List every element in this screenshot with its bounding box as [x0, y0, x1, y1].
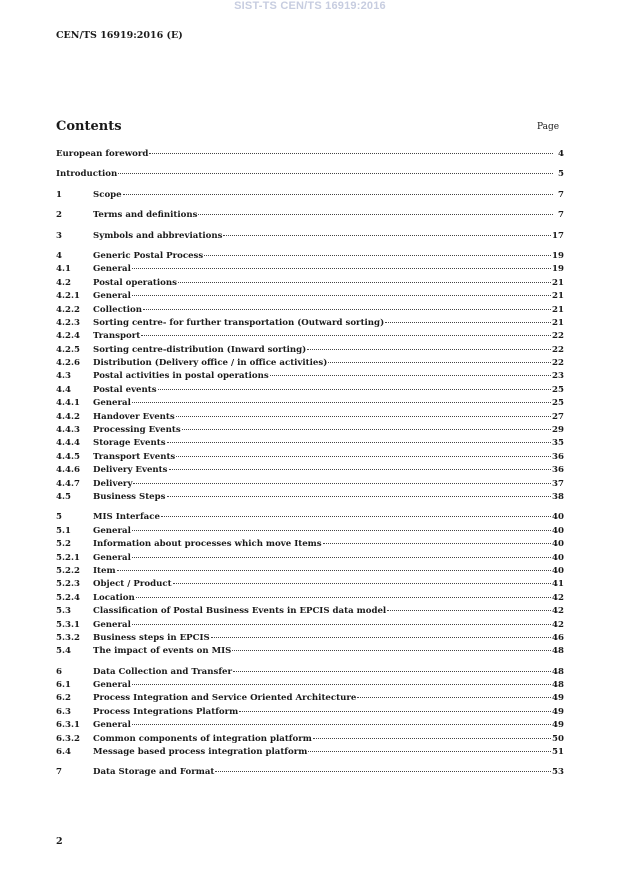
- document-id: CEN/TS 16919:2016 (E): [56, 30, 183, 41]
- toc-entry[interactable]: [56, 411, 564, 424]
- toc-entry-page: 40: [552, 552, 564, 563]
- toc-entry-page: 7: [558, 189, 564, 200]
- toc-entry-title: Common components of integration platform: [93, 733, 312, 744]
- toc-entry-title: Process Integrations Platform: [93, 706, 239, 717]
- toc-entry-page: 49: [552, 706, 564, 717]
- toc-dot-leader: [211, 637, 551, 638]
- toc-entry-number: 4.4.5: [56, 451, 80, 462]
- toc-entry-page: 48: [552, 680, 564, 691]
- toc-entry-number: 4.4.1: [56, 398, 80, 409]
- toc-entry-number: 5.4: [56, 646, 71, 657]
- toc-entry-title: The impact of events on MIS: [93, 646, 232, 657]
- toc-dot-leader: [182, 429, 551, 430]
- toc-entry[interactable]: [56, 538, 564, 551]
- toc-dot-leader: [169, 469, 552, 470]
- toc-entry-number: 4.2.3: [56, 317, 80, 328]
- toc-dot-leader: [132, 402, 551, 403]
- toc-entry-title: Postal operations: [93, 277, 177, 288]
- toc-entry-page: 42: [552, 619, 564, 630]
- toc-entry-number: 6.3.2: [56, 733, 80, 744]
- toc-entry-page: 21: [552, 304, 564, 315]
- toc-entry-page: 19: [552, 250, 564, 261]
- toc-entry-page: 21: [552, 317, 564, 328]
- toc-entry[interactable]: [56, 552, 564, 565]
- toc-entry-number: 4.2: [56, 277, 71, 288]
- toc-entry[interactable]: [56, 746, 564, 759]
- toc-entry-page: 4: [558, 149, 564, 159]
- toc-entry-page: 22: [552, 331, 564, 342]
- toc-entry-title: General: [93, 291, 131, 302]
- toc-entry-page: 25: [552, 384, 564, 395]
- toc-entry-title: MIS Interface: [93, 512, 160, 523]
- toc-entry-title: Data Storage and Format: [93, 767, 215, 778]
- toc-entry-number: 4.4.4: [56, 438, 80, 449]
- toc-entry[interactable]: [56, 605, 564, 618]
- toc-entry-page: 17: [552, 230, 564, 241]
- toc-entry-page: 22: [552, 344, 564, 355]
- toc-entry-title: Item: [93, 565, 116, 576]
- toc-entry-page: 19: [552, 264, 564, 275]
- toc-entry[interactable]: [56, 189, 564, 202]
- toc-entry-title: Information about processes which move Items: [93, 539, 322, 550]
- toc-dot-leader: [117, 570, 551, 571]
- toc-entry[interactable]: [56, 619, 564, 632]
- toc-entry-title: General: [93, 720, 131, 731]
- toc-entry[interactable]: [56, 511, 564, 524]
- toc-entry[interactable]: [56, 168, 564, 181]
- toc-entry[interactable]: [56, 491, 564, 504]
- toc-entry-page: 49: [552, 693, 564, 704]
- toc-entry-title: General: [93, 619, 131, 630]
- toc-entry[interactable]: [56, 330, 564, 343]
- toc-dot-leader: [198, 214, 553, 215]
- toc-dot-leader: [143, 309, 551, 310]
- toc-entry-number: 4.5: [56, 491, 71, 502]
- toc-dot-leader: [387, 610, 551, 611]
- toc-entry-number: 2: [56, 210, 62, 221]
- toc-entry-number: 5.2.4: [56, 592, 80, 603]
- toc-entry-page: 37: [552, 478, 564, 489]
- toc-dot-leader: [239, 711, 551, 712]
- toc-entry[interactable]: [56, 209, 564, 222]
- toc-dot-leader: [132, 624, 551, 625]
- toc-entry[interactable]: [56, 592, 564, 605]
- toc-dot-leader: [232, 650, 551, 651]
- toc-entry[interactable]: [56, 397, 564, 410]
- toc-dot-leader: [132, 557, 551, 558]
- toc-entry-number: 6.3: [56, 706, 71, 717]
- toc-dot-leader: [136, 597, 551, 598]
- toc-entry[interactable]: [56, 344, 564, 357]
- toc-entry-number: 4.3: [56, 371, 71, 382]
- toc-entry-title: Symbols and abbreviations: [93, 230, 223, 241]
- toc-entry-page: 40: [552, 525, 564, 536]
- toc-entry-title: General: [93, 264, 131, 275]
- toc-dot-leader: [308, 751, 551, 752]
- toc-entry[interactable]: [56, 290, 564, 303]
- page-column-label: Page: [537, 122, 560, 132]
- toc-entry-number: 4.4.3: [56, 425, 80, 436]
- toc-entry[interactable]: [56, 766, 564, 779]
- toc-dot-leader: [323, 543, 551, 544]
- toc-entry-number: 5.2.2: [56, 565, 80, 576]
- toc-entry-title: Transport: [93, 331, 141, 342]
- toc-dot-leader: [223, 235, 551, 236]
- toc-dot-leader: [158, 389, 551, 390]
- toc-entry-number: 7: [56, 767, 62, 778]
- toc-entry-page: 22: [552, 358, 564, 369]
- toc-entry-title: Message based process integration platform: [93, 747, 308, 758]
- toc-dot-leader: [132, 295, 551, 296]
- toc-entry-page: 42: [552, 606, 564, 617]
- toc-entry[interactable]: [56, 565, 564, 578]
- toc-entry-number: 4.4.7: [56, 478, 80, 489]
- toc-entry[interactable]: [56, 719, 564, 732]
- toc-entry-title: Sorting centre- for further transportation (Outward sorting): [93, 317, 385, 328]
- toc-entry-title: Terms and definitions: [93, 210, 198, 221]
- toc-entry-number: 4.2.6: [56, 358, 80, 369]
- toc-entry-page: 38: [552, 491, 564, 502]
- toc-dot-leader: [307, 349, 551, 350]
- toc-entry-number: 5.2: [56, 539, 71, 550]
- toc-entry[interactable]: [56, 437, 564, 450]
- table-of-contents: [56, 148, 564, 780]
- toc-entry-page: 46: [552, 632, 564, 643]
- toc-dot-leader: [132, 530, 551, 531]
- toc-entry-page: 40: [552, 539, 564, 550]
- toc-entry-title: Delivery: [93, 478, 133, 489]
- toc-entry-number: 4.4: [56, 384, 71, 395]
- toc-dot-leader: [357, 697, 551, 698]
- toc-entry[interactable]: [56, 317, 564, 330]
- toc-entry[interactable]: [56, 645, 564, 658]
- toc-entry-page: 42: [552, 592, 564, 603]
- toc-entry-title: General: [93, 525, 131, 536]
- toc-entry-page: 27: [552, 411, 564, 422]
- toc-entry[interactable]: [56, 706, 564, 719]
- watermark: SIST-TS CEN/TS 16919:2016: [234, 0, 386, 12]
- toc-entry-title: Introduction: [56, 169, 118, 180]
- toc-entry-number: 4.1: [56, 264, 71, 275]
- toc-entry-title: Object / Product: [93, 579, 172, 590]
- toc-entry-page: 40: [552, 565, 564, 576]
- toc-dot-leader: [123, 194, 553, 195]
- toc-dot-leader: [132, 268, 551, 269]
- toc-entry-page: 7: [558, 210, 564, 221]
- toc-entry-number: 5: [56, 512, 62, 523]
- page-number: 2: [56, 836, 63, 847]
- toc-dot-leader: [118, 173, 553, 174]
- toc-entry-number: 6: [56, 666, 62, 677]
- toc-dot-leader: [173, 583, 551, 584]
- toc-entry[interactable]: [56, 578, 564, 591]
- toc-entry-title: Business steps in EPCIS: [93, 632, 210, 643]
- toc-entry-title: General: [93, 680, 131, 691]
- toc-entry[interactable]: [56, 384, 564, 397]
- toc-dot-leader: [204, 255, 551, 256]
- toc-entry-page: 48: [552, 646, 564, 657]
- toc-entry[interactable]: [56, 478, 564, 491]
- toc-entry-title: Processing Events: [93, 425, 181, 436]
- toc-entry-title: Transport Events: [93, 451, 176, 462]
- toc-entry-number: 4.2.5: [56, 344, 80, 355]
- toc-dot-leader: [141, 335, 551, 336]
- contents-heading: Contents: [56, 119, 122, 134]
- toc-dot-leader: [149, 153, 553, 154]
- toc-entry-title: Process Integration and Service Oriented Architecture: [93, 693, 357, 704]
- toc-entry-title: European foreword: [56, 149, 149, 159]
- toc-entry[interactable]: [56, 263, 564, 276]
- toc-entry-number: 6.3.1: [56, 720, 80, 731]
- toc-entry[interactable]: [56, 451, 564, 464]
- toc-entry-number: 4.2.1: [56, 291, 80, 302]
- toc-entry-number: 6.2: [56, 693, 71, 704]
- toc-entry-number: 6.1: [56, 680, 71, 691]
- toc-dot-leader: [161, 516, 551, 517]
- toc-entry-title: Business Steps: [93, 491, 166, 502]
- toc-entry-title: Postal events: [93, 384, 157, 395]
- toc-entry-page: 23: [552, 371, 564, 382]
- toc-dot-leader: [313, 738, 551, 739]
- toc-entry[interactable]: [56, 370, 564, 383]
- toc-entry-title: Scope: [93, 189, 122, 200]
- toc-entry-title: Classification of Postal Business Events in EPCIS data model: [93, 606, 387, 617]
- toc-entry[interactable]: [56, 304, 564, 317]
- toc-dot-leader: [176, 416, 551, 417]
- toc-entry[interactable]: [56, 424, 564, 437]
- toc-entry-number: 3: [56, 230, 62, 241]
- toc-entry[interactable]: [56, 148, 564, 161]
- toc-entry-number: 4.2.2: [56, 304, 80, 315]
- toc-entry-page: 36: [552, 451, 564, 462]
- toc-entry-title: General: [93, 398, 131, 409]
- toc-entry-title: Sorting centre-distribution (Inward sorting): [93, 344, 307, 355]
- toc-entry[interactable]: [56, 666, 564, 679]
- toc-entry-page: 41: [552, 579, 564, 590]
- toc-entry-title: Distribution (Delivery office / in office activities): [93, 358, 328, 369]
- toc-entry-number: 5.2.3: [56, 579, 80, 590]
- toc-entry-number: 4.2.4: [56, 331, 80, 342]
- toc-dot-leader: [167, 496, 552, 497]
- toc-entry-title: Generic Postal Process: [93, 250, 204, 261]
- toc-entry-page: 50: [552, 733, 564, 744]
- toc-entry-number: 4.4.6: [56, 465, 80, 476]
- toc-dot-leader: [328, 362, 551, 363]
- toc-entry-title: Data Collection and Transfer: [93, 666, 233, 677]
- toc-entry-number: 1: [56, 189, 62, 200]
- toc-dot-leader: [167, 442, 551, 443]
- toc-entry-title: Postal activities in postal operations: [93, 371, 269, 382]
- toc-dot-leader: [270, 375, 551, 376]
- toc-entry[interactable]: [56, 464, 564, 477]
- toc-entry-page: 21: [552, 277, 564, 288]
- toc-entry-page: 51: [552, 747, 564, 758]
- toc-entry-page: 53: [552, 767, 564, 778]
- toc-entry-page: 36: [552, 465, 564, 476]
- toc-entry[interactable]: [56, 250, 564, 263]
- toc-dot-leader: [132, 684, 551, 685]
- toc-entry[interactable]: [56, 733, 564, 746]
- toc-entry-page: 49: [552, 720, 564, 731]
- toc-entry-number: 4.4.2: [56, 411, 80, 422]
- toc-entry-page: 40: [552, 512, 564, 523]
- toc-entry[interactable]: [56, 357, 564, 370]
- toc-entry-page: 48: [552, 666, 564, 677]
- toc-entry[interactable]: [56, 632, 564, 645]
- toc-dot-leader: [132, 724, 551, 725]
- toc-entry-title: Location: [93, 592, 135, 603]
- toc-entry[interactable]: [56, 230, 564, 243]
- toc-entry[interactable]: [56, 692, 564, 705]
- toc-entry-title: Storage Events: [93, 438, 166, 449]
- toc-entry-page: 35: [552, 438, 564, 449]
- toc-entry-page: 25: [552, 398, 564, 409]
- toc-dot-leader: [178, 282, 551, 283]
- toc-entry-title: Delivery Events: [93, 465, 168, 476]
- toc-entry-number: 6.4: [56, 747, 71, 758]
- toc-entry-title: Handover Events: [93, 411, 175, 422]
- toc-entry[interactable]: [56, 679, 564, 692]
- toc-entry-number: 4: [56, 250, 62, 261]
- toc-entry[interactable]: [56, 277, 564, 290]
- toc-entry-title: General: [93, 552, 131, 563]
- toc-dot-leader: [215, 771, 551, 772]
- toc-entry-title: Collection: [93, 304, 143, 315]
- toc-entry[interactable]: [56, 525, 564, 538]
- toc-entry-page: 29: [552, 425, 564, 436]
- toc-entry-number: 5.3.1: [56, 619, 80, 630]
- toc-dot-leader: [233, 671, 551, 672]
- toc-entry-page: 21: [552, 291, 564, 302]
- toc-entry-number: 5.3: [56, 606, 71, 617]
- toc-dot-leader: [385, 322, 551, 323]
- toc-entry-number: 5.2.1: [56, 552, 80, 563]
- toc-dot-leader: [176, 456, 551, 457]
- toc-dot-leader: [133, 483, 551, 484]
- toc-entry-number: 5.1: [56, 525, 71, 536]
- toc-entry-number: 5.3.2: [56, 632, 80, 643]
- toc-entry-page: 5: [558, 169, 564, 180]
